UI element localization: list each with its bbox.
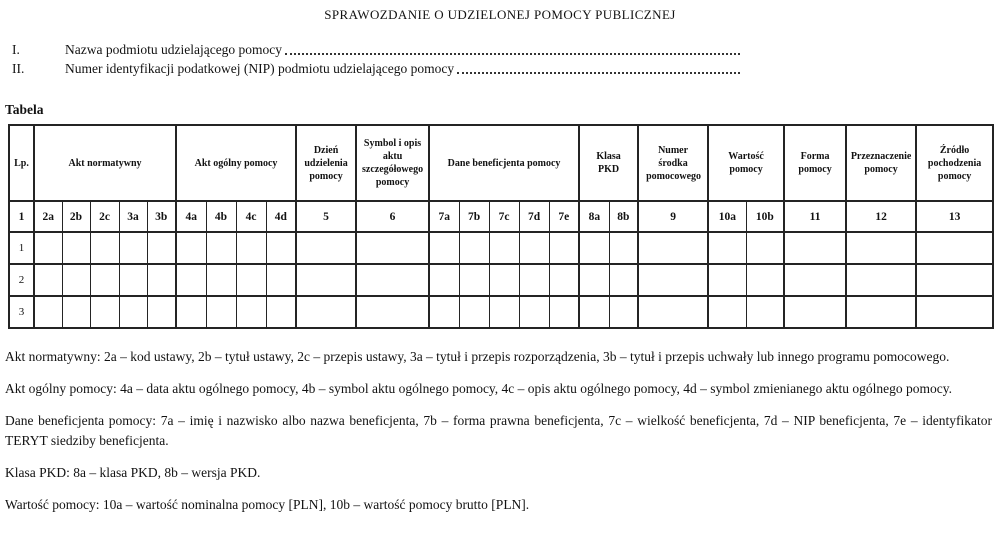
empty-cell — [176, 232, 206, 264]
empty-cell — [609, 264, 638, 296]
column-code-8a: 8a — [579, 201, 609, 232]
empty-cell — [916, 232, 993, 264]
group-header-dzien-udzielenia: Dzień udzielenia pomocy — [296, 125, 356, 201]
empty-cell — [746, 264, 784, 296]
empty-cell — [236, 296, 266, 328]
column-code-10b: 10b — [746, 201, 784, 232]
empty-cell — [579, 264, 609, 296]
header-fields — [12, 40, 740, 78]
footnote-akt-normatywny: Akt normatywny: 2a – kod ustawy, 2b – tytuł ustawy, 2c – przepis ustawy, 3a – tytuł i przepis rozporządzenia, 3b – tytuł i przepis uchwały lub innego programu pomocowego. — [5, 349, 950, 364]
row-number-cell: 3 — [9, 296, 34, 328]
group-header-wartosc-pomocy: Wartość pomocy — [708, 125, 784, 201]
empty-cell — [236, 232, 266, 264]
column-code-5: 5 — [296, 201, 356, 232]
empty-cell — [62, 264, 90, 296]
row-number-cell: 1 — [9, 232, 34, 264]
empty-cell — [147, 264, 176, 296]
group-header-row — [9, 125, 993, 201]
column-code-2b: 2b — [62, 201, 90, 232]
empty-cell — [489, 232, 519, 264]
dotted-fill-line — [457, 72, 740, 74]
footnotes — [5, 347, 992, 515]
empty-cell — [266, 232, 296, 264]
empty-cell — [62, 296, 90, 328]
group-header-akt-normatywny: Akt normatywny — [34, 125, 176, 201]
group-header-lp: Lp. — [9, 125, 34, 201]
empty-cell — [90, 264, 119, 296]
row-number-cell: 2 — [9, 264, 34, 296]
field-label: Nazwa podmiotu udzielającego pomocy — [65, 42, 283, 57]
empty-cell — [176, 296, 206, 328]
empty-cell — [147, 232, 176, 264]
empty-cell — [784, 296, 846, 328]
empty-cell — [119, 296, 147, 328]
empty-cell — [34, 264, 62, 296]
empty-cell — [609, 296, 638, 328]
empty-cell — [206, 232, 236, 264]
empty-cell — [579, 232, 609, 264]
footnote-klasa-pkd: Klasa PKD: 8a – klasa PKD, 8b – wersja PKD. — [5, 465, 261, 480]
empty-cell — [34, 232, 62, 264]
empty-cell — [429, 232, 459, 264]
empty-cell — [236, 264, 266, 296]
field-numeral: II. — [12, 61, 25, 76]
empty-cell — [34, 296, 62, 328]
column-code-7c: 7c — [489, 201, 519, 232]
empty-cell — [296, 232, 356, 264]
empty-cell — [459, 264, 489, 296]
empty-cell — [206, 296, 236, 328]
footnote-dane-beneficjenta: Dane beneficjenta pomocy: 7a – imię i nazwisko albo nazwa beneficjenta, 7b – forma prawna beneficjenta, 7c – wielkość beneficjenta, 7d – NIP beneficjenta, 7e – identyfikator TERYT siedziby beneficjenta. — [5, 413, 992, 448]
empty-cell — [708, 264, 746, 296]
dotted-fill-line — [285, 53, 740, 55]
empty-cell — [90, 296, 119, 328]
group-header-klasa-pkd: Klasa PKD — [579, 125, 638, 201]
group-header-zrodlo-pochodzenia: Źródło pochodzenia pomocy — [916, 125, 993, 201]
column-code-3b: 3b — [147, 201, 176, 232]
empty-cell — [459, 296, 489, 328]
empty-cell — [638, 264, 708, 296]
group-header-numer-srodka: Numer środka pomocowego — [638, 125, 708, 201]
empty-cell — [708, 232, 746, 264]
column-code-3a: 3a — [119, 201, 147, 232]
column-code-7a: 7a — [429, 201, 459, 232]
empty-cell — [549, 264, 579, 296]
column-code-2c: 2c — [90, 201, 119, 232]
column-code-6: 6 — [356, 201, 429, 232]
report-table — [8, 124, 994, 329]
empty-cell — [638, 296, 708, 328]
empty-cell — [296, 264, 356, 296]
field-row-nip — [12, 59, 740, 78]
column-code-1: 1 — [9, 201, 34, 232]
group-header-przeznaczenie: Przeznaczenie pomocy — [846, 125, 916, 201]
empty-cell — [519, 264, 549, 296]
empty-cell — [916, 264, 993, 296]
empty-cell — [549, 232, 579, 264]
group-header-forma-pomocy: Forma pomocy — [784, 125, 846, 201]
group-header-akt-ogolny-pomocy: Akt ogólny pomocy — [176, 125, 296, 201]
field-numeral: I. — [12, 42, 20, 57]
empty-cell — [746, 296, 784, 328]
empty-cell — [119, 232, 147, 264]
column-code-13: 13 — [916, 201, 993, 232]
column-code-9: 9 — [638, 201, 708, 232]
table-row-3 — [9, 296, 993, 328]
empty-cell — [176, 264, 206, 296]
empty-cell — [356, 296, 429, 328]
empty-cell — [356, 264, 429, 296]
empty-cell — [429, 264, 459, 296]
empty-cell — [846, 264, 916, 296]
empty-cell — [90, 232, 119, 264]
empty-cell — [147, 296, 176, 328]
footnote-akt-ogolny-pomocy: Akt ogólny pomocy: 4a – data aktu ogólnego pomocy, 4b – symbol aktu ogólnego pomocy, 4c – opis aktu ogólnego pomocy, 4d – symbol zmienianego aktu ogólnego pomocy. — [5, 381, 952, 396]
column-code-row — [9, 201, 993, 232]
column-code-10a: 10a — [708, 201, 746, 232]
column-code-7e: 7e — [549, 201, 579, 232]
empty-cell — [429, 296, 459, 328]
empty-cell — [784, 264, 846, 296]
column-code-8b: 8b — [609, 201, 638, 232]
empty-cell — [459, 232, 489, 264]
empty-cell — [549, 296, 579, 328]
empty-cell — [489, 296, 519, 328]
column-code-7d: 7d — [519, 201, 549, 232]
empty-cell — [489, 264, 519, 296]
column-code-12: 12 — [846, 201, 916, 232]
column-code-4d: 4d — [266, 201, 296, 232]
empty-cell — [62, 232, 90, 264]
empty-cell — [356, 232, 429, 264]
table-row-2 — [9, 264, 993, 296]
empty-cell — [119, 264, 147, 296]
table-label: Tabela — [5, 102, 44, 117]
footnote-wartosc-pomocy: Wartość pomocy: 10a – wartość nominalna pomocy [PLN], 10b – wartość pomocy brutto [PLN]. — [5, 497, 530, 512]
field-row-name — [12, 40, 740, 59]
table-row-1 — [9, 232, 993, 264]
empty-cell — [746, 232, 784, 264]
empty-cell — [266, 296, 296, 328]
column-code-7b: 7b — [459, 201, 489, 232]
empty-cell — [708, 296, 746, 328]
empty-cell — [638, 232, 708, 264]
empty-cell — [916, 296, 993, 328]
group-header-symbol-opis-aktu: Symbol i opis aktu szczegółowego pomocy — [356, 125, 429, 201]
empty-cell — [784, 232, 846, 264]
group-header-dane-beneficjenta: Dane beneficjenta pomocy — [429, 125, 579, 201]
empty-cell — [519, 232, 549, 264]
field-label: Numer identyfikacji podatkowej (NIP) podmiotu udzielającego pomocy — [65, 61, 455, 76]
column-code-4a: 4a — [176, 201, 206, 232]
empty-cell — [609, 232, 638, 264]
empty-cell — [266, 264, 296, 296]
document-title: SPRAWOZDANIE O UDZIELONEJ POMOCY PUBLICZNEJ — [324, 7, 676, 22]
empty-cell — [846, 296, 916, 328]
column-code-4c: 4c — [236, 201, 266, 232]
empty-cell — [846, 232, 916, 264]
empty-cell — [296, 296, 356, 328]
empty-cell — [579, 296, 609, 328]
column-code-4b: 4b — [206, 201, 236, 232]
empty-cell — [519, 296, 549, 328]
empty-cell — [206, 264, 236, 296]
column-code-2a: 2a — [34, 201, 62, 232]
column-code-11: 11 — [784, 201, 846, 232]
